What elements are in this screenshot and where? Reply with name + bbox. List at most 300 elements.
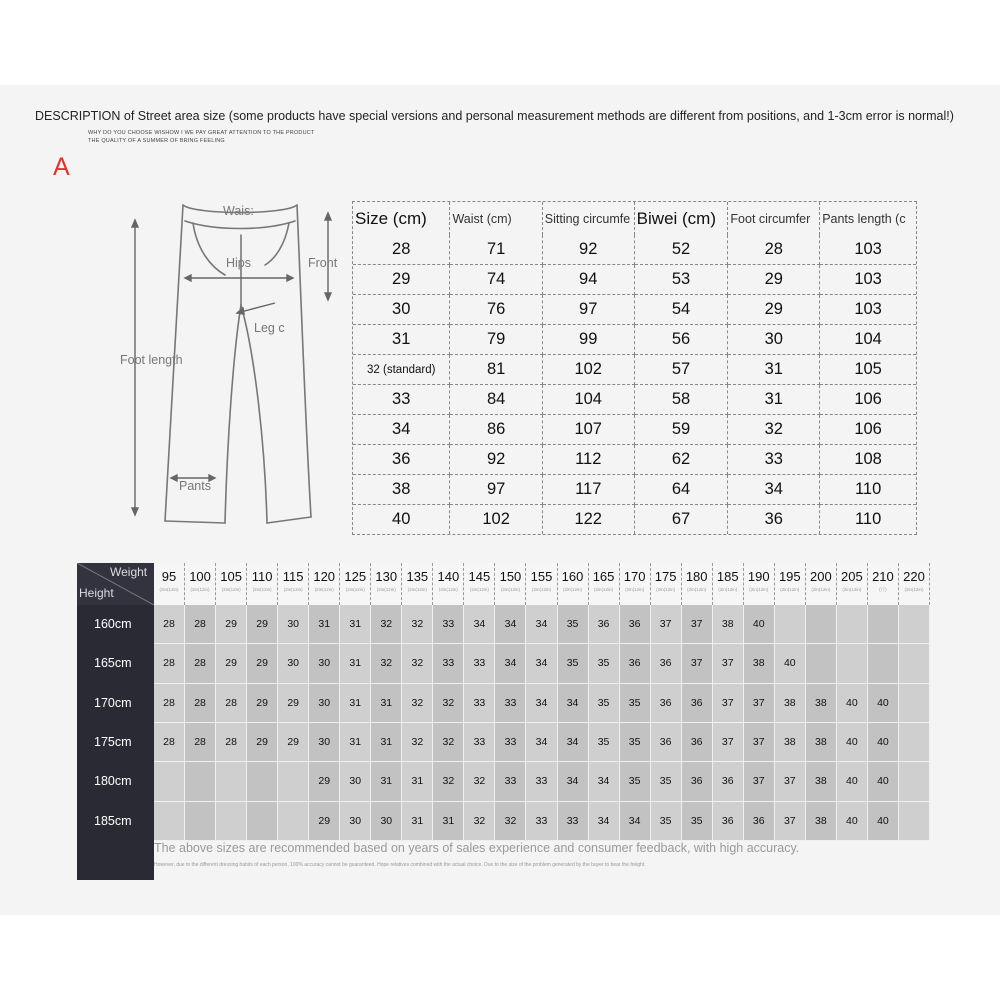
- grid-cell: 34: [526, 723, 557, 762]
- weight-column-header: [899, 563, 930, 605]
- weight-sub: (2in(12in): [469, 587, 489, 592]
- size-table-row: [353, 505, 916, 534]
- size-table-cell: 33: [353, 385, 450, 415]
- size-table-cell: 110: [854, 510, 882, 528]
- weight-value: 140: [437, 569, 460, 584]
- size-table-cell: 71: [450, 235, 542, 265]
- size-table-row: [353, 385, 916, 415]
- weight-column-header: [464, 563, 495, 605]
- grid-cell: 32: [433, 723, 464, 762]
- grid-cell: 33: [433, 644, 464, 683]
- grid-cell: [278, 762, 309, 801]
- grid-cell: 37: [713, 723, 744, 762]
- size-table-cell: 38: [353, 475, 450, 505]
- grid-cell: 35: [589, 723, 620, 762]
- grid-cell: 34: [464, 605, 495, 644]
- grid-cell: 38: [775, 684, 806, 723]
- size-table-cell: 33: [728, 445, 820, 475]
- size-table-cell: 36: [353, 445, 450, 475]
- grid-cell: 34: [589, 762, 620, 801]
- label-hips: Hips: [226, 256, 252, 270]
- grid-cell: 33: [464, 684, 495, 723]
- size-table-cell: 58: [635, 385, 729, 415]
- weight-value: 205: [841, 569, 863, 584]
- size-table: [352, 201, 917, 535]
- grid-cell: [806, 644, 837, 683]
- grid-cell: 29: [247, 605, 278, 644]
- grid-cell: 28: [154, 723, 185, 762]
- weight-column-header: [682, 563, 713, 605]
- grid-cell: 35: [589, 644, 620, 683]
- weight-value: 220: [903, 569, 925, 584]
- weight-sub: (2in(12in): [842, 587, 862, 592]
- weight-column-header: [620, 563, 651, 605]
- weight-column-header: [589, 563, 620, 605]
- weight-column-header: [868, 563, 899, 605]
- grid-cell: 30: [278, 644, 309, 683]
- grid-cell: 37: [775, 802, 806, 841]
- size-table-cell: 59: [635, 415, 729, 445]
- header-length: Pants length (c: [822, 211, 906, 226]
- size-table-cell: 94: [543, 265, 635, 295]
- weight-value: 125: [344, 569, 367, 584]
- grid-cell: 33: [526, 802, 557, 841]
- weight-column-header: [247, 563, 278, 605]
- grid-cell: [899, 684, 930, 723]
- size-table-cell: 62: [635, 445, 729, 475]
- grid-cell: 29: [216, 605, 247, 644]
- grid-cell: 40: [744, 605, 775, 644]
- size-table-cell: 92: [543, 235, 635, 265]
- size-table-cell: 107: [543, 415, 635, 445]
- weight-sub: (2in(12in): [252, 587, 272, 592]
- weight-column-header: [185, 563, 216, 605]
- grid-cell: 32: [433, 762, 464, 801]
- grid-cell: 29: [247, 723, 278, 762]
- height-row-label: 160cm: [94, 617, 132, 631]
- grid-cell: 28: [154, 684, 185, 723]
- grid-cell: 38: [806, 762, 837, 801]
- size-table-row: [353, 475, 916, 505]
- grid-cell: 29: [309, 762, 340, 801]
- grid-cell: 36: [651, 684, 682, 723]
- grid-cell: [806, 605, 837, 644]
- size-table-cell: 117: [543, 475, 635, 505]
- tagline-line-2: THE QUALITY OF A SUMMER OF BRING FEELING: [88, 138, 225, 144]
- grid-cell: 31: [340, 684, 371, 723]
- height-axis-label: Height: [79, 586, 114, 600]
- label-leg: Leg c: [254, 321, 285, 335]
- weight-value: 160: [561, 569, 584, 584]
- grid-cell: [899, 762, 930, 801]
- weight-value: 155: [530, 569, 553, 584]
- weight-sub: (2in(12in): [811, 587, 831, 592]
- grid-cell: 34: [495, 605, 526, 644]
- grid-cell: 29: [278, 684, 309, 723]
- size-table-cell: 34: [353, 415, 450, 445]
- grid-cell: 32: [464, 762, 495, 801]
- grid-cell: 35: [620, 723, 651, 762]
- weight-sub: (2in(12in): [594, 587, 614, 592]
- weight-height-grid: [77, 563, 930, 880]
- weight-column-header: [309, 563, 340, 605]
- weight-sub: (2in(12in): [314, 587, 334, 592]
- grid-cell: 35: [620, 762, 651, 801]
- weight-column-header: [837, 563, 868, 605]
- grid-cell: 37: [713, 644, 744, 683]
- grid-cell: 31: [402, 802, 433, 841]
- weight-sub: (2in(12in): [687, 587, 707, 592]
- section-letter: A: [53, 153, 70, 181]
- grid-cell: 40: [837, 684, 868, 723]
- grid-cell: 33: [495, 684, 526, 723]
- size-table-cell: 110: [820, 475, 916, 505]
- size-table-cell: 34: [728, 475, 820, 505]
- size-table-cell: 31: [728, 385, 820, 415]
- weight-header: [154, 563, 930, 605]
- grid-cell: [899, 605, 930, 644]
- size-table-row: [353, 235, 916, 265]
- weight-column-header: [433, 563, 464, 605]
- grid-cell: 29: [247, 644, 278, 683]
- grid-cell: 36: [682, 684, 713, 723]
- grid-cell: [899, 802, 930, 841]
- grid-cell: 36: [682, 723, 713, 762]
- size-table-cell: 76: [450, 295, 542, 325]
- weight-sub: (2in(12in): [159, 587, 179, 592]
- weight-column-header: [526, 563, 557, 605]
- weight-column-header: [651, 563, 682, 605]
- grid-cell: [278, 802, 309, 841]
- grid-cell: 35: [558, 605, 589, 644]
- grid-body: [154, 605, 930, 841]
- weight-value: 185: [716, 569, 739, 584]
- size-table-cell: 81: [450, 355, 542, 385]
- grid-cell: [775, 605, 806, 644]
- weight-sub: (2in(12in): [283, 587, 303, 592]
- size-table-cell: 122: [543, 505, 635, 534]
- size-table-cell: 53: [635, 265, 729, 295]
- label-waist: Wais:: [223, 204, 254, 218]
- grid-cell: 40: [837, 762, 868, 801]
- grid-cell: 34: [526, 644, 557, 683]
- grid-cell: 31: [402, 762, 433, 801]
- weight-column-header: [340, 563, 371, 605]
- size-table-cell: 79: [450, 325, 542, 355]
- grid-cell: [837, 605, 868, 644]
- weight-value: 120: [313, 569, 336, 584]
- size-table-cell: 74: [450, 265, 542, 295]
- grid-cell: 34: [589, 802, 620, 841]
- grid-cell: 35: [620, 684, 651, 723]
- header-size: Size (cm): [353, 202, 450, 235]
- grid-cell: 35: [589, 684, 620, 723]
- size-table-cell: 29: [353, 265, 450, 295]
- grid-cell: 34: [620, 802, 651, 841]
- grid-cell: [154, 802, 185, 841]
- size-table-cell: 40: [353, 505, 450, 534]
- grid-cell: 32: [495, 802, 526, 841]
- height-row-label: 175cm: [94, 735, 132, 749]
- grid-cell: 36: [682, 762, 713, 801]
- size-table-cell: 103: [820, 295, 916, 325]
- weight-axis-label: Weight: [110, 565, 148, 579]
- grid-cell: 33: [464, 723, 495, 762]
- grid-cell: 34: [558, 762, 589, 801]
- size-table-cell: 97: [450, 475, 542, 505]
- size-table-cell: 106: [820, 385, 916, 415]
- grid-cell: 31: [371, 684, 402, 723]
- grid-cell: 31: [371, 723, 402, 762]
- weight-sub: (2in(12in): [531, 587, 551, 592]
- size-table-cell: 52: [635, 235, 729, 265]
- grid-cell: 32: [402, 644, 433, 683]
- grid-cell: 30: [371, 802, 402, 841]
- grid-cell: 35: [651, 762, 682, 801]
- grid-cell: 33: [433, 605, 464, 644]
- weight-column-header: [744, 563, 775, 605]
- weight-value: 115: [282, 569, 304, 584]
- weight-sub: (2in(12in): [438, 587, 458, 592]
- grid-cell: [899, 644, 930, 683]
- height-row-label: 165cm: [94, 656, 132, 671]
- grid-cell: [899, 723, 930, 762]
- weight-value: 130: [375, 569, 398, 584]
- grid-cell: 28: [154, 605, 185, 644]
- grid-cell: 36: [713, 762, 744, 801]
- grid-cell: 37: [713, 684, 744, 723]
- grid-cell: 31: [340, 644, 371, 683]
- weight-value: 110: [251, 569, 273, 584]
- size-table-header: [353, 202, 916, 235]
- weight-value: 165: [592, 569, 615, 584]
- grid-cell: 31: [309, 605, 340, 644]
- grid-cell: 32: [371, 644, 402, 683]
- grid-cell: 37: [651, 605, 682, 644]
- grid-cell: 31: [371, 762, 402, 801]
- grid-cell: [216, 762, 247, 801]
- tagline-line-1: WHY DO YOU CHOOSE WISHOW I WE PAY GREAT ATTENTION TO THE PRODUCT: [88, 130, 315, 136]
- grid-cell: 31: [340, 605, 371, 644]
- size-table-cell: 29: [728, 265, 820, 295]
- grid-cell: 40: [775, 644, 806, 683]
- grid-cell: 32: [464, 802, 495, 841]
- size-table-cell: 30: [353, 295, 450, 325]
- grid-cell: 36: [620, 644, 651, 683]
- grid-cell: 38: [806, 802, 837, 841]
- weight-column-header: [495, 563, 526, 605]
- grid-cell: 33: [464, 644, 495, 683]
- grid-cell: 36: [620, 605, 651, 644]
- header-biwei: Biwei (cm): [635, 202, 729, 235]
- grid-cell: 35: [558, 644, 589, 683]
- weight-column-header: [154, 563, 185, 605]
- size-table-row: [353, 325, 916, 355]
- grid-cell: [247, 762, 278, 801]
- weight-value: 95: [161, 569, 177, 584]
- grid-cell: 38: [775, 723, 806, 762]
- grid-cell: 36: [589, 605, 620, 644]
- weight-value: 180: [685, 569, 708, 584]
- grid-cell: 37: [744, 723, 775, 762]
- weight-value: 150: [499, 569, 522, 584]
- grid-cell: 28: [154, 644, 185, 683]
- weight-sub: (2in(12in): [749, 587, 769, 592]
- weight-sub: (2in(12in): [221, 587, 241, 592]
- description-text: DESCRIPTION of Street area size (some products have special versions and personal measurement methods are different from positions, and 1-3cm error is normal!): [35, 109, 954, 123]
- weight-sub: (2in(12in): [407, 587, 427, 592]
- weight-sub: (2in(12in): [190, 587, 210, 592]
- weight-value: 190: [747, 569, 770, 584]
- header-foot: Foot circumfer: [728, 202, 820, 235]
- weight-value: 145: [468, 569, 491, 584]
- size-table-cell: 31: [353, 325, 450, 355]
- grid-cell: [868, 644, 899, 683]
- size-table-cell: 92: [450, 445, 542, 475]
- label-pants: Pants: [179, 479, 211, 493]
- grid-cell: 37: [682, 605, 713, 644]
- grid-cell: 34: [526, 684, 557, 723]
- weight-sub: (2in(12in): [376, 587, 396, 592]
- size-table-cell: 104: [543, 385, 635, 415]
- weight-sub: (2in(12in): [500, 587, 520, 592]
- size-table-row: [353, 445, 916, 475]
- grid-cell: 36: [651, 644, 682, 683]
- grid-cell: 30: [309, 684, 340, 723]
- grid-cell: 28: [216, 684, 247, 723]
- grid-cell: 38: [744, 644, 775, 683]
- grid-cell: [247, 802, 278, 841]
- size-table-cell: 31: [728, 355, 820, 385]
- grid-cell: 30: [278, 605, 309, 644]
- weight-sub: (2in(12in): [563, 587, 583, 592]
- size-table-cell: 29: [728, 295, 820, 325]
- weight-sub: (2in(12in): [904, 587, 924, 592]
- size-table-cell: 28: [353, 235, 450, 265]
- grid-cell: 33: [495, 723, 526, 762]
- grid-cell: 40: [837, 723, 868, 762]
- grid-cell: 37: [775, 762, 806, 801]
- grid-cell: 40: [868, 723, 899, 762]
- grid-cell: 30: [309, 644, 340, 683]
- weight-sub: (2in(12in): [625, 587, 645, 592]
- size-table-row: [353, 355, 916, 385]
- size-table-cell: 103: [820, 235, 916, 265]
- grid-cell: 34: [526, 605, 557, 644]
- weight-column-header: [278, 563, 309, 605]
- size-table-cell: 97: [543, 295, 635, 325]
- size-table-cell: 84: [450, 385, 542, 415]
- grid-cell: 33: [495, 762, 526, 801]
- grid-cell: 31: [433, 802, 464, 841]
- grid-cell: 30: [340, 762, 371, 801]
- weight-column-header: [558, 563, 589, 605]
- size-table-cell: 32: [728, 415, 820, 445]
- weight-sub: (2in(12in): [780, 587, 800, 592]
- weight-column-header: [402, 563, 433, 605]
- grid-cell: 29: [216, 644, 247, 683]
- grid-cell: 35: [651, 802, 682, 841]
- weight-sub: (斤): [879, 587, 887, 592]
- weight-column-header: [806, 563, 837, 605]
- grid-cell: 31: [340, 723, 371, 762]
- grid-cell: 28: [185, 723, 216, 762]
- size-table-cell: 64: [635, 475, 729, 505]
- grid-cell: 34: [558, 723, 589, 762]
- grid-cell: 40: [868, 684, 899, 723]
- weight-value: 170: [623, 569, 646, 584]
- size-table-row: [353, 415, 916, 445]
- grid-cell: 29: [278, 723, 309, 762]
- grid-cell: 32: [433, 684, 464, 723]
- grid-cell: 37: [682, 644, 713, 683]
- grid-cell: 30: [340, 802, 371, 841]
- height-row-label: 185cm: [94, 813, 132, 828]
- grid-footnote: [154, 841, 930, 880]
- size-table-cell: 112: [543, 445, 635, 475]
- footnote-small-text: However, due to the different dressing habits of each person, 100% accuracy cannot be guaranteed. Hope relatives combined with the actual choice. Due to the size of the problem generated by the buyer to bear the freight.: [154, 862, 646, 868]
- grid-cell: 28: [216, 723, 247, 762]
- size-table-row: [353, 295, 916, 325]
- header-sitting: Sitting circumfe: [543, 202, 635, 235]
- size-table-cell: 108: [820, 445, 916, 475]
- weight-value: 105: [220, 569, 242, 584]
- grid-cell: 37: [744, 684, 775, 723]
- grid-cell: [154, 762, 185, 801]
- grid-cell: 32: [402, 723, 433, 762]
- size-table-cell: 86: [450, 415, 542, 445]
- grid-cell: 36: [651, 723, 682, 762]
- grid-cell: 32: [402, 684, 433, 723]
- size-table-cell: 30: [728, 325, 820, 355]
- weight-value: 135: [406, 569, 429, 584]
- grid-cell: 34: [495, 644, 526, 683]
- grid-cell: 40: [868, 762, 899, 801]
- size-table-row: [353, 265, 916, 295]
- size-table-cell: 105: [820, 355, 916, 385]
- weight-value: 175: [654, 569, 677, 584]
- grid-cell: 38: [713, 605, 744, 644]
- grid-cell: 36: [713, 802, 744, 841]
- grid-cell: 30: [309, 723, 340, 762]
- weight-value: 195: [778, 569, 801, 584]
- size-table-cell: 28: [728, 235, 820, 265]
- weight-value: 100: [189, 569, 211, 584]
- grid-cell: 32: [371, 605, 402, 644]
- size-table-cell: 102: [543, 355, 635, 385]
- size-table-cell: 103: [820, 265, 916, 295]
- grid-cell: 38: [806, 723, 837, 762]
- label-front: Front: [308, 256, 338, 270]
- header-waist: Waist (cm): [450, 202, 542, 235]
- grid-cell: 28: [185, 644, 216, 683]
- grid-cell: 28: [185, 605, 216, 644]
- size-table-cell: 106: [820, 415, 916, 445]
- grid-cell: [837, 644, 868, 683]
- grid-cell: 35: [682, 802, 713, 841]
- size-table-cell: 54: [635, 295, 729, 325]
- weight-column-header: [775, 563, 806, 605]
- grid-cell: 36: [744, 802, 775, 841]
- weight-column-header: [216, 563, 247, 605]
- footnote-text: The above sizes are recommended based on years of sales experience and consumer feedback, with high accuracy.: [154, 841, 800, 855]
- grid-cell: 40: [868, 802, 899, 841]
- grid-cell: 28: [185, 684, 216, 723]
- size-table-cell: 56: [635, 325, 729, 355]
- weight-value: 200: [809, 569, 832, 584]
- grid-cell: 40: [837, 802, 868, 841]
- grid-cell: 33: [558, 802, 589, 841]
